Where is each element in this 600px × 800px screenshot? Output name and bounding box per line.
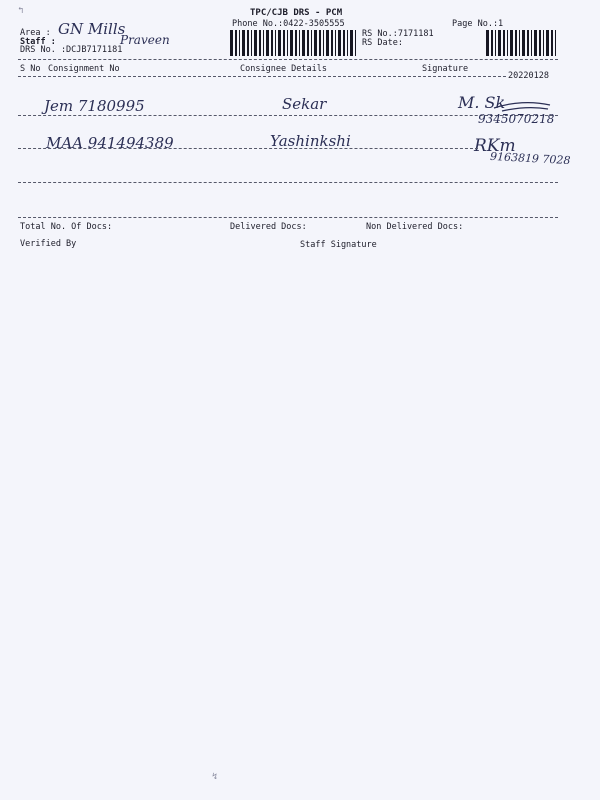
col-sno: S No bbox=[20, 64, 41, 74]
barcode-bar bbox=[335, 30, 336, 56]
barcode-bar bbox=[251, 30, 252, 56]
barcode-bar bbox=[555, 30, 556, 56]
barcode-bar bbox=[326, 30, 329, 56]
barcode-bar bbox=[319, 30, 321, 56]
row-signature: RKm bbox=[474, 136, 516, 156]
barcode-bar bbox=[307, 30, 309, 56]
barcode-bar bbox=[531, 30, 532, 56]
phone-number: Phone No.:0422-3505555 bbox=[232, 19, 345, 29]
barcode-bar bbox=[495, 30, 496, 56]
staff-label: Staff : bbox=[20, 37, 56, 47]
row-consignment: Jem 7180995 bbox=[44, 97, 145, 115]
barcode-bar bbox=[543, 30, 544, 56]
barcode-bar bbox=[546, 30, 549, 56]
barcode-bar bbox=[259, 30, 261, 56]
footer-divider bbox=[18, 217, 558, 218]
barcode-bar bbox=[498, 30, 501, 56]
barcode-bar bbox=[311, 30, 312, 56]
barcode-bar bbox=[534, 30, 537, 56]
barcode-bar bbox=[338, 30, 341, 56]
header-divider bbox=[18, 59, 558, 60]
total-docs: Total No. Of Docs: bbox=[20, 222, 113, 232]
barcode-bar bbox=[551, 30, 553, 56]
barcode-right bbox=[486, 30, 556, 56]
delivered-docs: Delivered Docs: bbox=[230, 222, 307, 232]
barcode-bar bbox=[522, 30, 525, 56]
signature-underline bbox=[492, 99, 552, 113]
area-label: Area : bbox=[20, 28, 51, 38]
barcode-bar bbox=[539, 30, 541, 56]
barcode-bar bbox=[302, 30, 305, 56]
row-consignment: MAA 941494389 bbox=[46, 134, 174, 152]
barcode-bar bbox=[287, 30, 288, 56]
barcode-bar bbox=[230, 30, 233, 56]
barcode-bar bbox=[235, 30, 237, 56]
barcode-bar bbox=[515, 30, 517, 56]
barcode-bar bbox=[263, 30, 264, 56]
barcode-bar bbox=[290, 30, 293, 56]
barcode-bar bbox=[295, 30, 297, 56]
col-consignee: Consignee Details bbox=[240, 64, 327, 74]
barcode-bar bbox=[266, 30, 269, 56]
area-handwritten: GN Mills bbox=[58, 20, 126, 38]
row-divider bbox=[18, 115, 558, 116]
barcode-bar bbox=[314, 30, 317, 56]
barcode-bar bbox=[486, 30, 489, 56]
barcode-bar bbox=[271, 30, 273, 56]
verified-by: Verified By bbox=[20, 239, 77, 249]
col-signature: Signature bbox=[422, 64, 469, 74]
barcode-bar bbox=[510, 30, 513, 56]
barcode-bar bbox=[519, 30, 520, 56]
barcode-bar bbox=[527, 30, 529, 56]
barcode-bar bbox=[355, 30, 356, 56]
row-consignee: Yashinkshi bbox=[270, 132, 351, 150]
barcode-bar bbox=[283, 30, 285, 56]
staff-signature: Staff Signature bbox=[300, 240, 377, 250]
barcode-bar bbox=[242, 30, 245, 56]
barcode-bar bbox=[343, 30, 345, 56]
barcode-bar bbox=[247, 30, 249, 56]
document-title: TPC/CJB DRS - PCM bbox=[250, 8, 343, 18]
barcode-bar bbox=[254, 30, 257, 56]
barcode-bar bbox=[239, 30, 240, 56]
drs-number: DRS No. :DCJB7171181 bbox=[20, 45, 123, 55]
barcode-bar bbox=[275, 30, 276, 56]
column-divider bbox=[18, 76, 506, 77]
barcode-bar bbox=[503, 30, 505, 56]
barcode-bar bbox=[350, 30, 353, 56]
rs-number: RS No.:7171181 bbox=[362, 29, 434, 39]
row-divider bbox=[18, 148, 478, 149]
barcode-bar bbox=[507, 30, 508, 56]
non-delivered-docs: Non Delivered Docs: bbox=[366, 222, 464, 232]
row-phone: 9345070218 bbox=[478, 112, 555, 126]
barcode-bar bbox=[347, 30, 348, 56]
document-date: 20220128 bbox=[508, 71, 549, 81]
scan-speck: ↰ bbox=[18, 6, 24, 16]
row-divider bbox=[18, 182, 558, 183]
staff-handwritten: Praveen bbox=[120, 33, 170, 47]
barcode-bar bbox=[323, 30, 324, 56]
row-signature: M. Sk bbox=[458, 93, 506, 112]
barcode-bar bbox=[331, 30, 333, 56]
barcode-left bbox=[230, 30, 356, 56]
barcode-bar bbox=[278, 30, 281, 56]
barcode-bar bbox=[299, 30, 300, 56]
barcode-bar bbox=[491, 30, 493, 56]
scan-speck: ↯ bbox=[212, 772, 218, 782]
extra-phone: 9163819 7028 bbox=[489, 149, 571, 168]
col-consignment: Consignment No bbox=[48, 64, 120, 74]
row-consignee: Sekar bbox=[282, 95, 327, 113]
page-number: Page No.:1 bbox=[452, 19, 504, 29]
rs-date: RS Date: bbox=[362, 38, 403, 48]
